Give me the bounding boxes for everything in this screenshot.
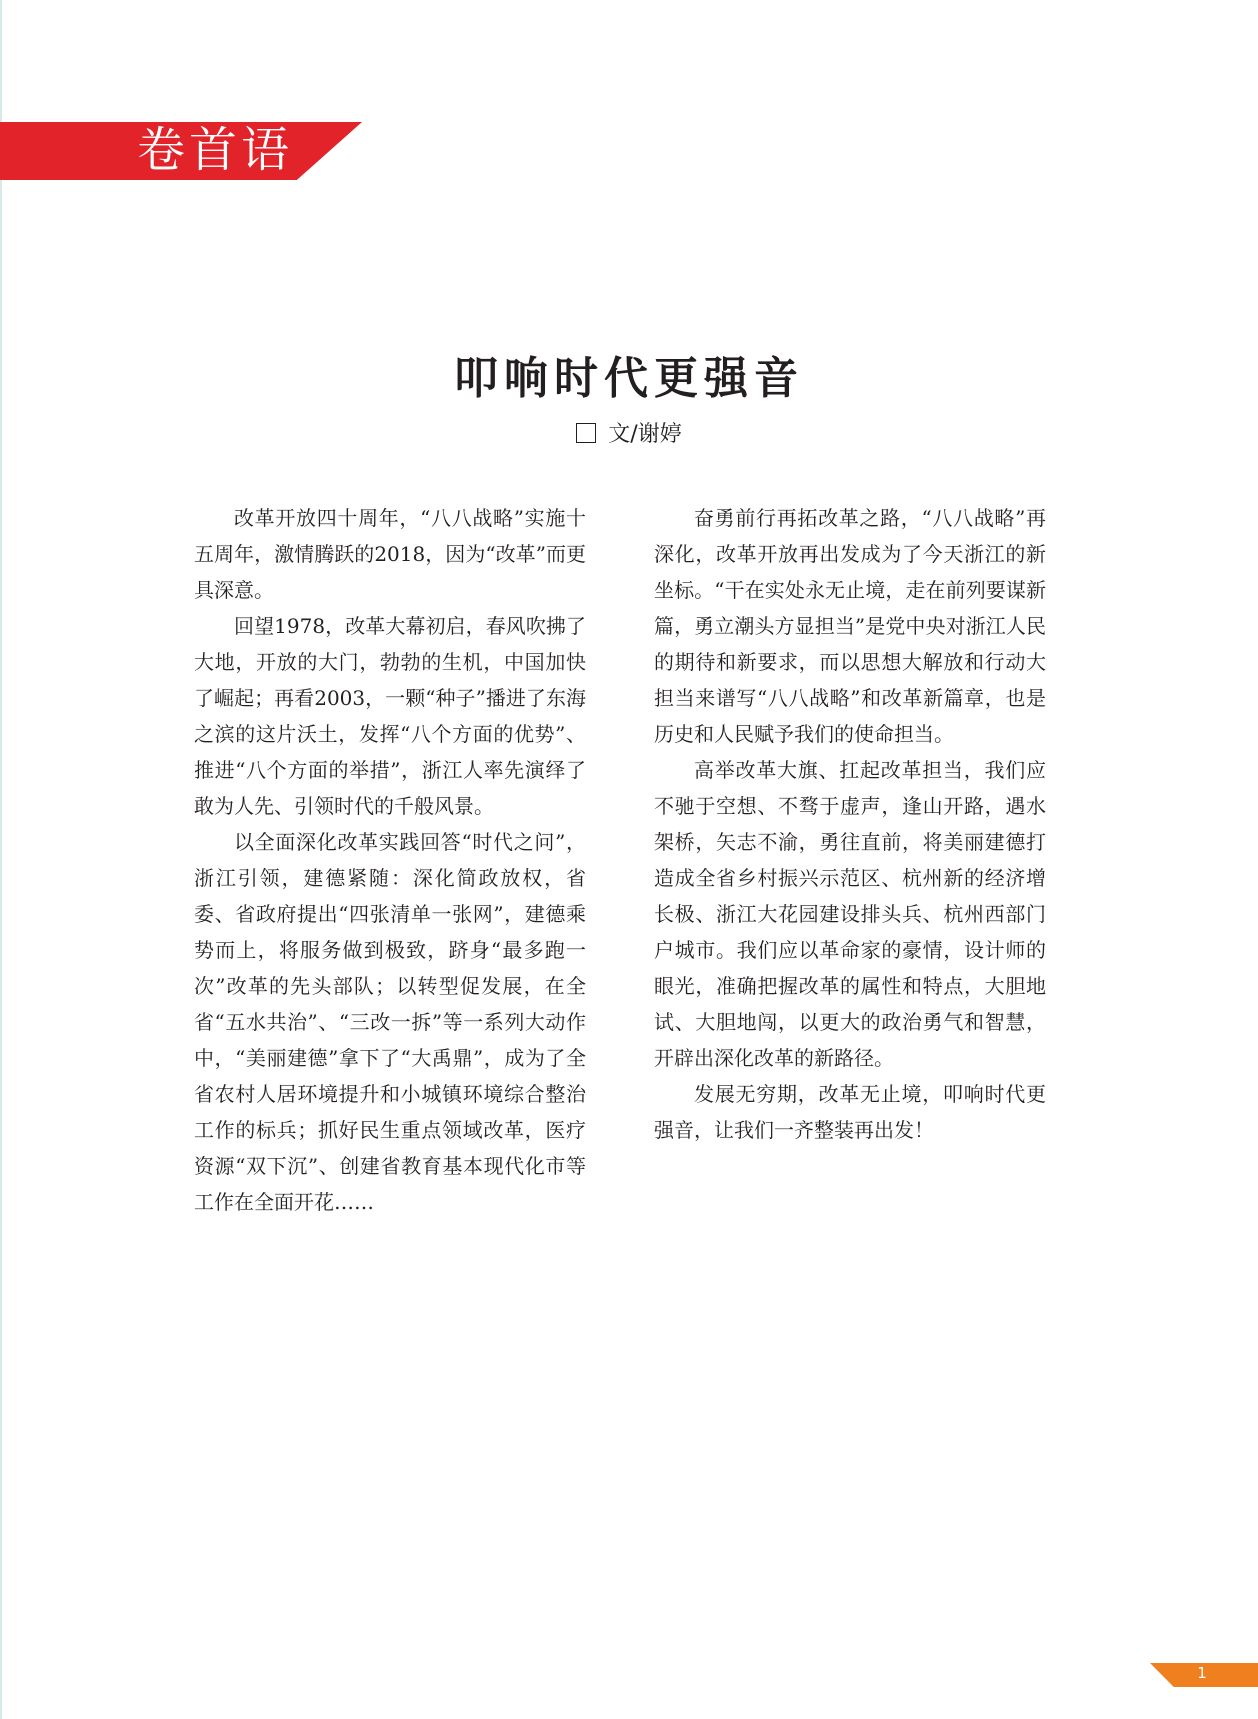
paragraph: 高举改革大旗、扛起改革担当，我们应不驰于空想、不骛于虚声，逢山开路，遇水架桥，矢志不渝，勇往直前，将美丽建德打造成全省乡村振兴示范区、杭州新的经济增长极、浙江大花园建设排头兵、杭州西部门户城市。我们应以革命家的豪情，设计师的眼光，准确把握改革的属性和特点，大胆地试、大胆地闯，以更大的政治勇气和智慧，开辟出深化改革的新路径。 (654, 758, 1046, 1070)
page-number: 1 (1197, 1664, 1207, 1682)
paragraph: 奋勇前行再拓改革之路，“八八战略”再深化，改革开放再出发成为了今天浙江的新坐标。“干在实处永无止境，走在前列要谋新篇，勇立潮头方显担当”是党中央对浙江人民的期待和新要求，而以思想大解放和行动大担当来谱写“八八战略”和改革新篇章，也是历史和人民赋予我们的使命担当。 (654, 506, 1046, 746)
left-column (194, 500, 586, 1220)
right-column (654, 500, 1046, 1148)
article-title: 叩响时代更强音 (454, 353, 804, 405)
byline-box-icon (576, 423, 596, 443)
paragraph: 回望1978，改革大幕初启，春风吹拂了大地，开放的大门，勃勃的生机，中国加快了崛起；再看2003，一颗“种子”播进了东海之滨的这片沃土，发挥“八个方面的优势”、推进“八个方面的举措”，浙江人率先演绎了敢为人先、引领时代的千般风景。 (194, 614, 586, 818)
byline (0, 417, 1258, 453)
paragraph: 改革开放四十周年，“八八战略”实施十五周年，激情腾跃的2018，因为“改革”而更具深意。 (194, 506, 586, 602)
paragraph: 以全面深化改革实践回答“时代之问”，浙江引领，建德紧随：深化简政放权，省委、省政府提出“四张清单一张网”，建德乘势而上，将服务做到极致，跻身“最多跑一次”改革的先头部队；以转型促发展，在全省“五水共治”、“三改一拆”等一系列大动作中，“美丽建德”拿下了“大禹鼎”，成为了全省农村人居环境提升和小城镇环境综合整治工作的标兵；抓好民生重点领域改革，医疗资源“双下沉”、创建省教育基本现代化市等工作在全面开花…… (194, 830, 586, 1214)
page-left-edge (0, 0, 2, 1719)
byline-text: 文/谢婷 (608, 422, 682, 447)
paragraph: 发展无穷期，改革无止境，叩响时代更强音，让我们一齐整装再出发！ (654, 1082, 1046, 1142)
section-label: 卷首语 (137, 122, 294, 178)
